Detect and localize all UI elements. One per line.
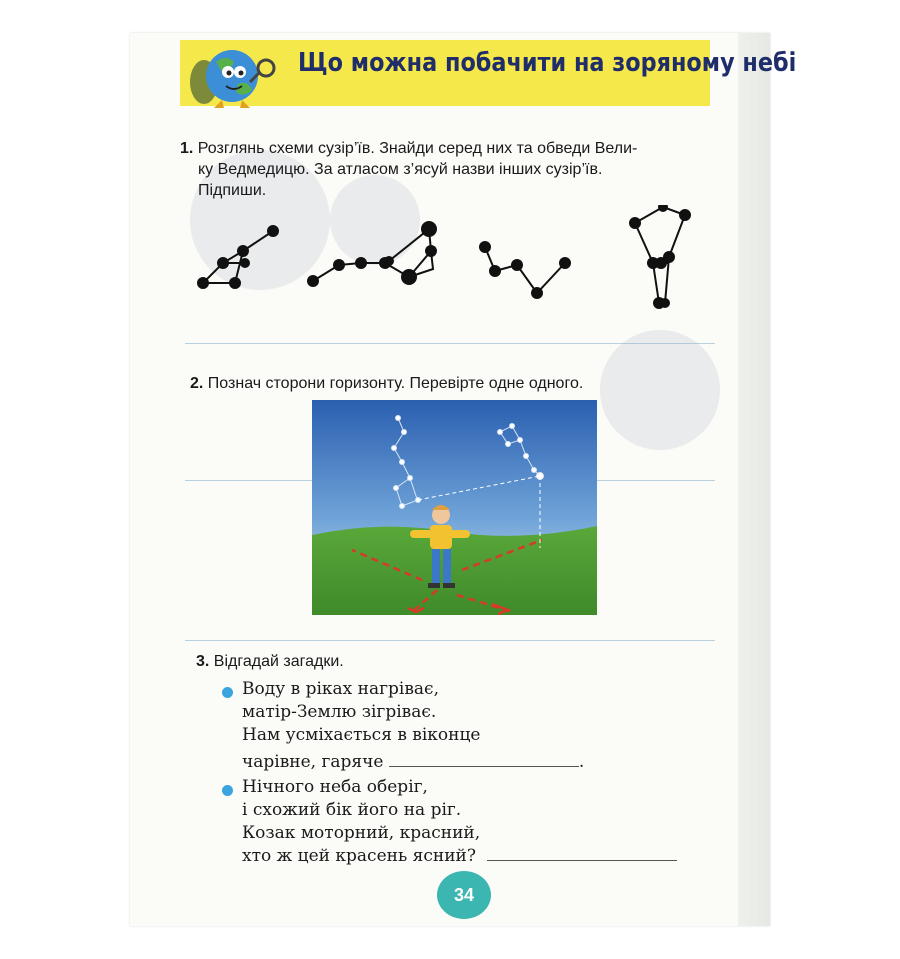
riddle-line: Козак моторний, красний,	[242, 823, 481, 843]
task-text: Познач сторони горизонту. Перевірте одне одного.	[207, 375, 584, 392]
task-number: 3.	[196, 653, 210, 670]
riddle-bullet	[222, 687, 233, 698]
riddle-line: і схожий бік його на ріг.	[242, 800, 462, 820]
answer-blank[interactable]	[389, 766, 579, 767]
constellation-2	[308, 222, 436, 286]
riddle-line: хто ж цей красень ясний?	[242, 846, 476, 866]
globe-mascot-icon	[182, 42, 282, 112]
task-text-line: ку Ведмедицю. За атласом з’ясуй назви інших сузір’їв.	[198, 161, 603, 178]
constellation-3	[480, 242, 570, 298]
task-3	[196, 651, 344, 672]
task-text-line: Розглянь схеми сузір’їв. Знайди серед них та обведи Вели-	[197, 140, 638, 157]
riddle-line: чарівне, гаряче	[242, 752, 384, 772]
task-text: Відгадай загадки.	[213, 653, 344, 670]
task-number: 1.	[180, 140, 194, 157]
riddle-1	[242, 678, 584, 774]
riddle-bullet	[222, 785, 233, 796]
bleed-through-rule	[185, 343, 715, 344]
riddle-2	[242, 776, 677, 868]
task-1	[180, 138, 715, 201]
task-text-line: Підпиши.	[198, 182, 267, 199]
riddle-line: Воду в ріках нагріває,	[242, 679, 439, 699]
riddle-period: .	[578, 752, 585, 772]
task-number: 2.	[190, 375, 204, 392]
riddle-line: Нічного неба оберіг,	[242, 777, 428, 797]
page-number: 34	[437, 871, 491, 919]
constellation-4	[630, 205, 690, 308]
task-2	[190, 373, 583, 394]
horizon-illustration	[312, 400, 597, 615]
bleed-through-rule	[185, 640, 715, 641]
page-title: Що можна побачити на зоряному небі	[298, 48, 797, 78]
page-edge	[738, 33, 770, 926]
riddle-line: Нам усміхається в віконце	[242, 725, 481, 745]
bleed-through-circle	[600, 330, 720, 450]
constellation-1	[198, 226, 278, 288]
constellation-diagrams	[185, 205, 705, 315]
riddle-line: матір-Землю зігріває.	[242, 702, 437, 722]
answer-blank[interactable]	[487, 860, 677, 861]
